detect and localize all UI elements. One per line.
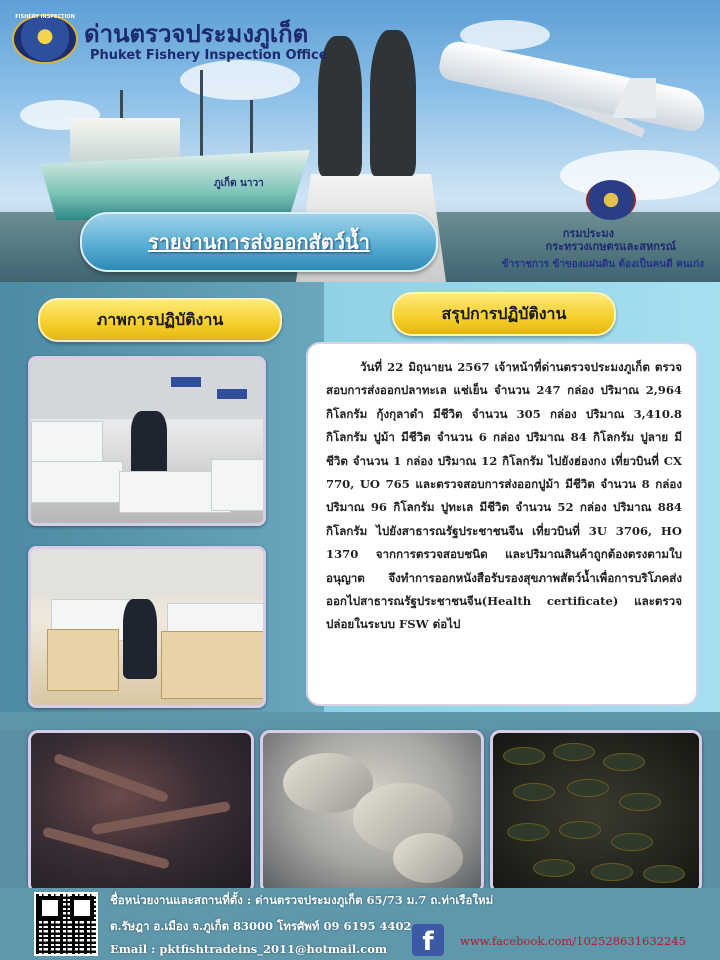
wall-sign bbox=[171, 377, 201, 387]
crab bbox=[559, 821, 601, 839]
ministry-name: กระทรวงเกษตรและสหกรณ์ bbox=[545, 240, 676, 253]
boat-cabin bbox=[70, 118, 180, 162]
inspection-photo-1 bbox=[28, 356, 266, 526]
summary-box bbox=[306, 342, 698, 706]
summary-text: วันที่ 22 มิถุนายน 2567 เจ้าหน้าที่ด่านตรวจประมงภูเก็ต ตรวจสอบการส่งออกปลาทะเล แช่เย็น จำนวน 247 กล่อง ปริมาณ 2,964 กิโลกรัม กุ้งกุลาดำ มีชีวิต จำนวน 305 กล่อง ปริมาณ 3,410.8 กิโลกรัม ปูม้า มีชีวิต จำนวน 6 กล่อง ปริมาณ 84 กิโลกรัม ปูลาย มีชีวิต จำนวน 1 กล่อง ปริมาณ 12 กิโลกรัม ไปยังฮ่องกง เที่ยวบินที่ CX 770, UO 765 และตรวจสอบการส่งออกปูม้า มีชีวิต จำนวน 8 กล่อง ปริมาณ 96 กิโลกรัม ปูทะเล มีชีวิต จำนวน 52 กล่อง ปริมาณ 884 กิโลกรัม ไปยังสาธารณรัฐประชาชนจีน เที่ยวบินที่ 3U 3706, HO 1370 จากการตรวจสอบชนิด และปริมาณสินค้าถูกต้องตรงตามใบอนุญาต จึงทำการออกหนังสือรับรองสุขภาพสัตว์น้ำเพื่อการบริโภคส่งออกไปสาธารณรัฐประชาชนจีน(Health certificate) และตรวจปล่อยในระบบ FSW ต่อไป bbox=[326, 360, 682, 632]
cloud bbox=[180, 60, 300, 100]
crab bbox=[507, 823, 549, 841]
crab bbox=[567, 779, 609, 797]
crab bbox=[553, 743, 595, 761]
fishery-inspection-logo bbox=[12, 14, 78, 64]
crab bbox=[611, 833, 653, 851]
address-line-2: ต.รัษฎา อ.เมือง จ.ภูเก็ต 83000 โทรศัพท์ 09 6195 4402 bbox=[110, 919, 412, 933]
airplane bbox=[437, 38, 709, 133]
crab bbox=[533, 859, 575, 877]
inspection-photo-2 bbox=[28, 546, 266, 708]
shrimp bbox=[42, 826, 170, 869]
office-name-english: Phuket Fishery Inspection Office bbox=[90, 48, 328, 63]
crab bbox=[643, 865, 685, 883]
fish bbox=[393, 833, 463, 883]
facebook-icon[interactable]: f bbox=[412, 924, 444, 956]
inspector bbox=[123, 599, 157, 679]
address-line-1: ชื่อหน่วยงานและสถานที่ตั้ง : ด่านตรวจประมงภูเก็ต 65/73 ม.7 ถ.ท่าเรือใหม่ bbox=[110, 893, 494, 907]
separator-band bbox=[0, 712, 720, 730]
photos-section-label: ภาพการปฏิบัติงาน bbox=[38, 298, 282, 342]
email-line[interactable]: Email : pktfishtradeins_2011@hotmail.com bbox=[110, 942, 388, 956]
wall-sign bbox=[217, 389, 247, 399]
cloud bbox=[560, 150, 720, 200]
report-title-banner bbox=[80, 212, 438, 272]
logo-ribbon-text: FISHERY INSPECTION bbox=[15, 14, 75, 20]
crab bbox=[513, 783, 555, 801]
product-photo-crabs bbox=[490, 730, 702, 894]
motto: ข้าราชการ ข้าของแผ่นดิน ต้องเป็นคนดี คนเก่ง bbox=[501, 259, 704, 270]
warehouse-wall bbox=[31, 549, 263, 599]
department-seal bbox=[586, 180, 636, 220]
product-photo-shrimp bbox=[28, 730, 254, 894]
boat-name: ภูเก็ต นาวา bbox=[214, 178, 264, 189]
foam-box bbox=[31, 421, 103, 463]
shrimp bbox=[53, 753, 169, 803]
shrimp bbox=[91, 801, 231, 835]
boat-mast bbox=[200, 70, 203, 160]
cardboard-box bbox=[161, 631, 265, 699]
foam-box bbox=[31, 461, 123, 503]
facebook-link[interactable]: www.facebook.com/102528631632245 bbox=[460, 934, 686, 948]
office-name-thai: ด่านตรวจประมงภูเก็ต bbox=[84, 20, 309, 48]
crab bbox=[591, 863, 633, 881]
crab bbox=[603, 753, 645, 771]
crab bbox=[503, 747, 545, 765]
report-title: รายงานการส่งออกสัตว์น้ำ bbox=[148, 230, 370, 254]
foam-box bbox=[211, 459, 265, 511]
summary-section-label: สรุปการปฏิบัติงาน bbox=[392, 292, 616, 336]
heroine-statue bbox=[370, 30, 416, 176]
inspector bbox=[131, 411, 167, 477]
qr-code[interactable] bbox=[34, 892, 98, 956]
cardboard-box bbox=[47, 629, 119, 691]
header-banner bbox=[0, 0, 720, 282]
crab bbox=[619, 793, 661, 811]
department-name: กรมประมง bbox=[562, 227, 614, 240]
product-photo-fish bbox=[260, 730, 484, 894]
